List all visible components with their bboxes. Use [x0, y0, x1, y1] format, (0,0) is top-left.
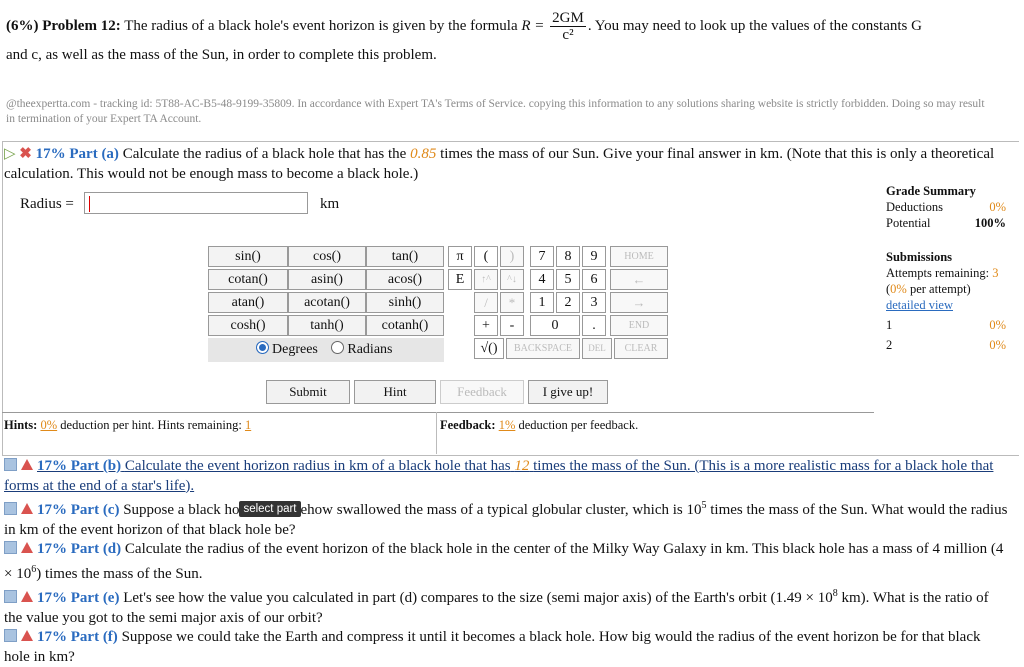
grade-summary — [886, 183, 1006, 353]
minus-key[interactable]: - — [500, 315, 524, 336]
delete-key[interactable]: DEL — [582, 338, 612, 359]
attempts-value: 3 — [992, 266, 999, 280]
e-key[interactable]: E — [448, 269, 472, 290]
digit-6-key[interactable]: 6 — [582, 269, 606, 290]
home-key[interactable]: HOME — [610, 246, 668, 267]
digit-4-key[interactable]: 4 — [530, 269, 554, 290]
deductions-label: Deductions — [886, 200, 943, 214]
warning-icon — [21, 542, 33, 553]
formula-numerator: 2GM — [552, 10, 584, 26]
angle-mode — [208, 338, 444, 362]
divide-key[interactable]: / — [474, 292, 498, 313]
part-b-value: 12 — [514, 458, 530, 474]
hint-button[interactable]: Hint — [354, 380, 436, 404]
hints-info — [4, 418, 251, 433]
radius-label: Radius = — [20, 196, 74, 212]
decimal-key[interactable]: . — [582, 315, 606, 336]
cotan-key[interactable]: cotan() — [208, 269, 288, 290]
tracking-notice: @theexpertta.com - tracking id: 5T88-AC-B5-48-9199-35809. In accordance with Expert TA's Terms of Service. copying this information to any solutions sharing website is strictly forbidden. Doing so may result in termination of your Expert TA Account. — [6, 98, 985, 125]
plus-key[interactable]: + — [474, 315, 498, 336]
multiply-key[interactable]: * — [500, 292, 524, 313]
pi-key[interactable]: π — [448, 246, 472, 267]
radius-input[interactable] — [84, 192, 308, 214]
part-f-title[interactable]: 17% Part (f) — [37, 629, 118, 645]
part-c-row[interactable] — [4, 496, 1010, 540]
per-attempt-value: 0% — [890, 282, 907, 296]
divider — [436, 412, 437, 454]
document-icon — [4, 629, 17, 642]
document-icon — [4, 502, 17, 515]
per-attempt: (0% per attempt) — [886, 282, 971, 296]
part-c-text3: times the mass of the Sun. What would the radius in km of the event horizon of that black hole be? — [4, 502, 1008, 538]
hints-text: deduction per hint. Hints remaining: — [60, 418, 242, 432]
part-b-row[interactable] — [4, 457, 1010, 496]
digit-5-key[interactable]: 5 — [556, 269, 580, 290]
tanh-key[interactable]: tanh() — [288, 315, 366, 336]
right-paren-key[interactable]: ) — [500, 246, 524, 267]
digit-0-key[interactable]: 0 — [530, 315, 580, 336]
part-b-text1: Calculate the event horizon radius in km of a black hole that has — [124, 458, 511, 474]
digit-8-key[interactable]: 8 — [556, 246, 580, 267]
grade-summary-title: Grade Summary — [886, 184, 976, 198]
part-d-exponent: 6 — [31, 563, 37, 575]
up-caret-key[interactable]: ↑^ — [474, 269, 498, 290]
part-a-value: 0.85 — [410, 146, 437, 162]
part-a-question — [4, 144, 1014, 184]
feedback-info — [440, 418, 638, 433]
part-b-text2: times the mass of the Sun. (This is a more realistic mass for a black hole that forms at the end of a star's life). — [4, 458, 994, 494]
sinh-key[interactable]: sinh() — [366, 292, 444, 313]
part-a-title[interactable]: 17% Part (a) — [35, 146, 119, 162]
formula-fraction — [550, 10, 586, 43]
part-e-text2: km). What is the ratio of the value you got to the semi major axis of our orbit? — [4, 590, 989, 626]
document-icon — [4, 590, 17, 603]
document-icon — [4, 458, 17, 471]
radians-option[interactable] — [331, 342, 392, 357]
part-f-text1: Suppose we could take the Earth and compress it until it becomes a black hole. How big would the radius of the event horizon be for that black hole in km? — [4, 629, 981, 665]
part-e-text1: Let's see how the value you calculated in part (d) compares to the size (semi major axis) of the Earth's orbit (1.49 × 10 — [123, 590, 833, 606]
text-caret — [89, 196, 90, 212]
hints-remaining: 1 — [244, 418, 252, 432]
problem-statement — [6, 10, 1006, 67]
hints-label: Hints: — [4, 418, 38, 432]
digit-2-key[interactable]: 2 — [556, 292, 580, 313]
acos-key[interactable]: acos() — [366, 269, 444, 290]
cotanh-key[interactable]: cotanh() — [366, 315, 444, 336]
warning-icon — [21, 459, 33, 470]
left-paren-key[interactable]: ( — [474, 246, 498, 267]
feedback-button[interactable]: Feedback — [440, 380, 524, 404]
part-c-text1: Suppose a black ho — [123, 502, 240, 518]
problem-text-after: . You may need to look up the values of the constants G — [587, 17, 922, 34]
clear-key[interactable]: CLEAR — [614, 338, 668, 359]
formula-denominator: c² — [562, 27, 574, 43]
submission-row-number: 2 — [886, 338, 893, 352]
formula-lhs: R = — [521, 17, 545, 34]
digit-9-key[interactable]: 9 — [582, 246, 606, 267]
unit-label: km — [320, 196, 340, 212]
other-parts — [4, 457, 1010, 667]
part-e-row[interactable] — [4, 584, 1010, 628]
radians-radio[interactable] — [331, 341, 344, 354]
submission-row-number: 1 — [886, 318, 893, 332]
part-a-text1: Calculate the radius of a black hole that has the — [122, 146, 407, 162]
give-up-button[interactable]: I give up! — [528, 380, 608, 404]
submit-button[interactable]: Submit — [266, 380, 350, 404]
part-b-title[interactable]: 17% Part (b) — [37, 458, 122, 474]
problem-text-line2: and c, as well as the mass of the Sun, in order to complete this problem. — [6, 47, 437, 63]
atan-key[interactable]: atan() — [208, 292, 288, 313]
warning-icon — [21, 591, 33, 602]
part-d-row[interactable] — [4, 540, 1010, 584]
play-icon[interactable]: ▷ — [4, 146, 16, 162]
feedback-text: deduction per feedback. — [518, 418, 639, 432]
problem-weight: (6%) — [6, 17, 39, 34]
submissions-title: Submissions — [886, 250, 953, 264]
hints-pct: 0% — [40, 418, 58, 432]
backspace-key[interactable]: BACKSPACE — [506, 338, 580, 359]
part-c-text2: ehow swallowed the mass of a typical globular cluster, which is 10 — [300, 502, 702, 518]
part-c-title[interactable]: 17% Part (c) — [37, 502, 120, 518]
attempts-label: Attempts remaining: — [886, 266, 990, 280]
sqrt-key[interactable]: √() — [474, 338, 504, 359]
hints-feedback-bar — [2, 412, 874, 432]
part-d-text2: ) times the mass of the Sun. — [36, 565, 203, 582]
degrees-label: Degrees — [272, 342, 318, 357]
part-d-text1: Calculate the radius of the event horizon of the black hole in the center of the Milky Way Galaxy in km. This black hole has a mass of 4 million (4 × 10 — [4, 541, 1004, 582]
attempts-remaining — [886, 265, 1006, 281]
feedback-label: Feedback: — [440, 418, 496, 432]
sin-key[interactable]: sin() — [208, 246, 288, 267]
digit-1-key[interactable]: 1 — [530, 292, 554, 313]
left-arrow-key[interactable]: ← — [610, 269, 668, 290]
warning-icon — [21, 503, 33, 514]
potential-label: Potential — [886, 216, 931, 230]
down-caret-key[interactable]: ^↓ — [500, 269, 524, 290]
digit-3-key[interactable]: 3 — [582, 292, 606, 313]
degrees-radio[interactable] — [256, 341, 269, 354]
select-part-tooltip: select part — [239, 501, 300, 517]
potential-value: 100% — [974, 216, 1006, 230]
problem-number: Problem 12: — [42, 17, 121, 34]
part-a-text2: times the mass of our Sun. Give your final answer in km. (Note that this is only a theoretical calculation. This would not be enough mass to become a black hole.) — [4, 146, 995, 182]
deductions-value: 0% — [989, 200, 1006, 214]
asin-key[interactable]: asin() — [288, 269, 366, 290]
part-e-exponent: 8 — [832, 588, 838, 599]
detailed-view-link[interactable]: detailed view — [886, 298, 953, 312]
part-c-exponent: 5 — [701, 500, 707, 511]
right-arrow-key[interactable]: → — [610, 292, 668, 313]
tan-key[interactable]: tan() — [366, 246, 444, 267]
document-icon — [4, 541, 17, 554]
warning-icon — [21, 630, 33, 641]
radians-label: Radians — [347, 342, 393, 357]
part-f-row[interactable] — [4, 628, 1010, 667]
cosh-key[interactable]: cosh() — [208, 315, 288, 336]
end-key[interactable]: END — [610, 315, 668, 336]
cos-key[interactable]: cos() — [288, 246, 366, 267]
part-d-title[interactable]: 17% Part (d) — [37, 541, 122, 557]
acotan-key[interactable]: acotan() — [288, 292, 366, 313]
incorrect-x-icon: ✖ — [19, 146, 32, 162]
part-e-title[interactable]: 17% Part (e) — [37, 590, 120, 606]
per-attempt-label: per attempt) — [909, 282, 971, 296]
degrees-option[interactable] — [256, 342, 318, 357]
problem-text: The radius of a black hole's event horizon is given by the formula — [124, 17, 518, 34]
digit-7-key[interactable]: 7 — [530, 246, 554, 267]
submission-row-value: 0% — [989, 318, 1006, 332]
feedback-pct: 1% — [498, 418, 516, 432]
submission-row-value: 0% — [989, 338, 1006, 352]
